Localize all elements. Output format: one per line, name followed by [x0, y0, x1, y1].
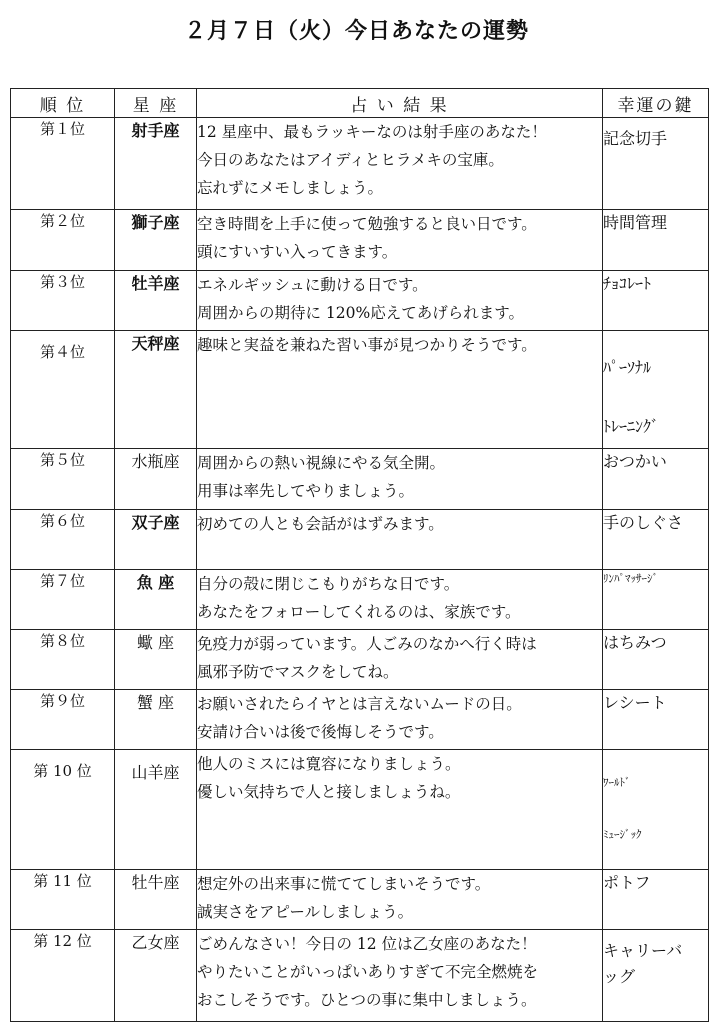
sign-cell: 双子座 — [115, 510, 197, 570]
lucky-key-cell — [603, 118, 709, 210]
rank-cell — [11, 331, 115, 449]
result-line: 自分の殻に閉じこもりがちな日です。 — [197, 575, 460, 593]
lucky-key: ッグ — [603, 967, 636, 986]
rank-label: 第４位 — [39, 343, 85, 361]
result-line: 用事は率先してやりましょう。 — [197, 482, 415, 500]
table-header-row — [11, 89, 709, 118]
sign-cell: 蟹 座 — [115, 690, 197, 750]
header-sign: 星 座 — [115, 89, 197, 118]
result-line: 忘れずにメモしましょう。 — [197, 179, 384, 197]
lucky-key-cell — [603, 331, 709, 449]
lucky-key: ﾄﾚｰﾆﾝｸﾞ — [603, 417, 660, 436]
rank-cell: 第６位 — [11, 510, 115, 570]
result-line: 趣味と実益を兼ねた習い事が見つかりそうです。 — [197, 336, 537, 354]
result-line: 周囲からの期待に 120%応えてあげられます。 — [197, 304, 525, 322]
table-row — [11, 930, 709, 1022]
result-cell — [197, 510, 603, 570]
result-line: 周囲からの熱い視線にやる気全開。 — [197, 454, 446, 472]
lucky-key: 手のしぐさ — [603, 513, 684, 532]
lucky-key: おつかい — [603, 452, 667, 471]
result-line: おこしそうです。ひとつの事に集中しましょう。 — [197, 991, 537, 1009]
result-line: エネルギッシュに動ける日です。 — [197, 276, 428, 294]
table-row — [11, 510, 709, 570]
sign-cell: 蠍 座 — [115, 630, 197, 690]
rank-cell: 第 11 位 — [11, 870, 115, 930]
result-line: 誠実さをアピールしましょう。 — [197, 903, 414, 921]
result-line: 頭にすいすい入ってきます。 — [197, 243, 398, 261]
sign-cell — [115, 750, 197, 870]
result-line: 今日のあなたはアイディとヒラメキの宝庫。 — [197, 151, 504, 169]
result-cell — [197, 449, 603, 510]
lucky-key: ポトフ — [603, 873, 651, 892]
lucky-key-cell — [603, 930, 709, 1022]
result-cell — [197, 331, 603, 449]
result-line: 他人のミスには寛容になりましょう。 — [197, 755, 461, 773]
result-line: ごめんなさい！今日の 12 位は乙女座のあなた！ — [197, 935, 537, 953]
result-line: 風邪予防でマスクをしてね。 — [197, 663, 399, 681]
rank-cell: 第 12 位 — [11, 930, 115, 1022]
lucky-key: レシート — [603, 693, 667, 712]
table-row — [11, 690, 709, 750]
lucky-key: はちみつ — [603, 633, 667, 652]
result-cell — [197, 690, 603, 750]
sign-label: 山羊座 — [131, 763, 180, 782]
result-cell — [197, 870, 603, 930]
table-row — [11, 271, 709, 331]
table-row — [11, 570, 709, 630]
lucky-key: 記念切手 — [603, 129, 668, 148]
table-row — [11, 630, 709, 690]
result-line: 想定外の出来事に慌ててしまいそうです。 — [197, 875, 491, 893]
result-cell — [197, 750, 603, 870]
result-line: 初めての人とも会話がはずみます。 — [197, 515, 444, 533]
lucky-key: ﾜｰﾙﾄﾞ — [603, 776, 631, 789]
lucky-key: ﾊﾟｰｿﾅﾙ — [603, 358, 652, 377]
lucky-key: キャリーバ — [603, 941, 683, 960]
result-line: あなたをフォローしてくれるのは、家族です。 — [197, 603, 521, 621]
table-row — [11, 331, 709, 449]
lucky-key: 時間管理 — [603, 213, 668, 232]
rank-cell: 第１位 — [11, 118, 115, 210]
header-rank: 順 位 — [11, 89, 115, 118]
lucky-key-cell — [603, 750, 709, 870]
result-line: 12 星座中、最もラッキーなのは射手座のあなた！ — [197, 123, 547, 141]
result-cell — [197, 630, 603, 690]
result-line: やりたいことがいっぱいありすぎて不完全燃焼を — [197, 963, 539, 981]
lucky-key-cell — [603, 570, 709, 630]
sign-cell: 魚 座 — [115, 570, 197, 630]
lucky-key-cell — [603, 870, 709, 930]
sign-cell: 水瓶座 — [115, 449, 197, 510]
rank-cell — [11, 750, 115, 870]
lucky-key-cell — [603, 630, 709, 690]
table-row — [11, 118, 709, 210]
lucky-key: ﾘﾝﾊﾟﾏｯｻｰｼﾞ — [603, 572, 658, 585]
result-cell — [197, 271, 603, 331]
rank-cell: 第８位 — [11, 630, 115, 690]
lucky-key: ﾁｮｺﾚｰﾄ — [603, 274, 652, 293]
result-line: お願いされたらイヤとは言えないムードの日。 — [197, 695, 522, 713]
table-row — [11, 870, 709, 930]
lucky-key: ﾐｭｰｼﾞｯｸ — [603, 828, 642, 841]
table-row — [11, 449, 709, 510]
result-line: 空き時間を上手に使って勉強すると良い日です。 — [197, 215, 537, 233]
rank-cell: 第２位 — [11, 210, 115, 271]
rank-label: 第 10 位 — [33, 762, 92, 780]
sign-cell: 乙女座 — [115, 930, 197, 1022]
result-cell — [197, 210, 603, 271]
table-row — [11, 750, 709, 870]
result-cell — [197, 570, 603, 630]
header-result: 占 い 結 果 — [197, 89, 603, 118]
sign-cell: 牡羊座 — [115, 271, 197, 331]
rank-cell: 第９位 — [11, 690, 115, 750]
page-title: ２月７日（火）今日あなたの運勢 — [183, 18, 529, 44]
result-line: 免疫力が弱っています。人ごみのなかへ行く時は — [197, 635, 537, 653]
sign-cell: 牡牛座 — [115, 870, 197, 930]
rank-cell: 第３位 — [11, 271, 115, 331]
sign-cell: 獅子座 — [115, 210, 197, 271]
lucky-key-cell — [603, 449, 709, 510]
result-line: 優しい気持ちで人と接しましょうね。 — [197, 783, 461, 801]
lucky-key-cell — [603, 210, 709, 271]
header-lucky-key: 幸運の鍵 — [603, 89, 709, 118]
lucky-key-cell — [603, 510, 709, 570]
result-cell — [197, 930, 603, 1022]
sign-cell: 射手座 — [115, 118, 197, 210]
lucky-key-cell — [603, 690, 709, 750]
rank-cell: 第５位 — [11, 449, 115, 510]
result-line: 安請け合いは後で後悔しそうです。 — [197, 723, 444, 741]
fortune-table — [10, 88, 709, 1022]
table-row — [11, 210, 709, 271]
sign-cell: 天秤座 — [115, 331, 197, 449]
result-cell — [197, 118, 603, 210]
rank-cell: 第７位 — [11, 570, 115, 630]
lucky-key-cell — [603, 271, 709, 331]
